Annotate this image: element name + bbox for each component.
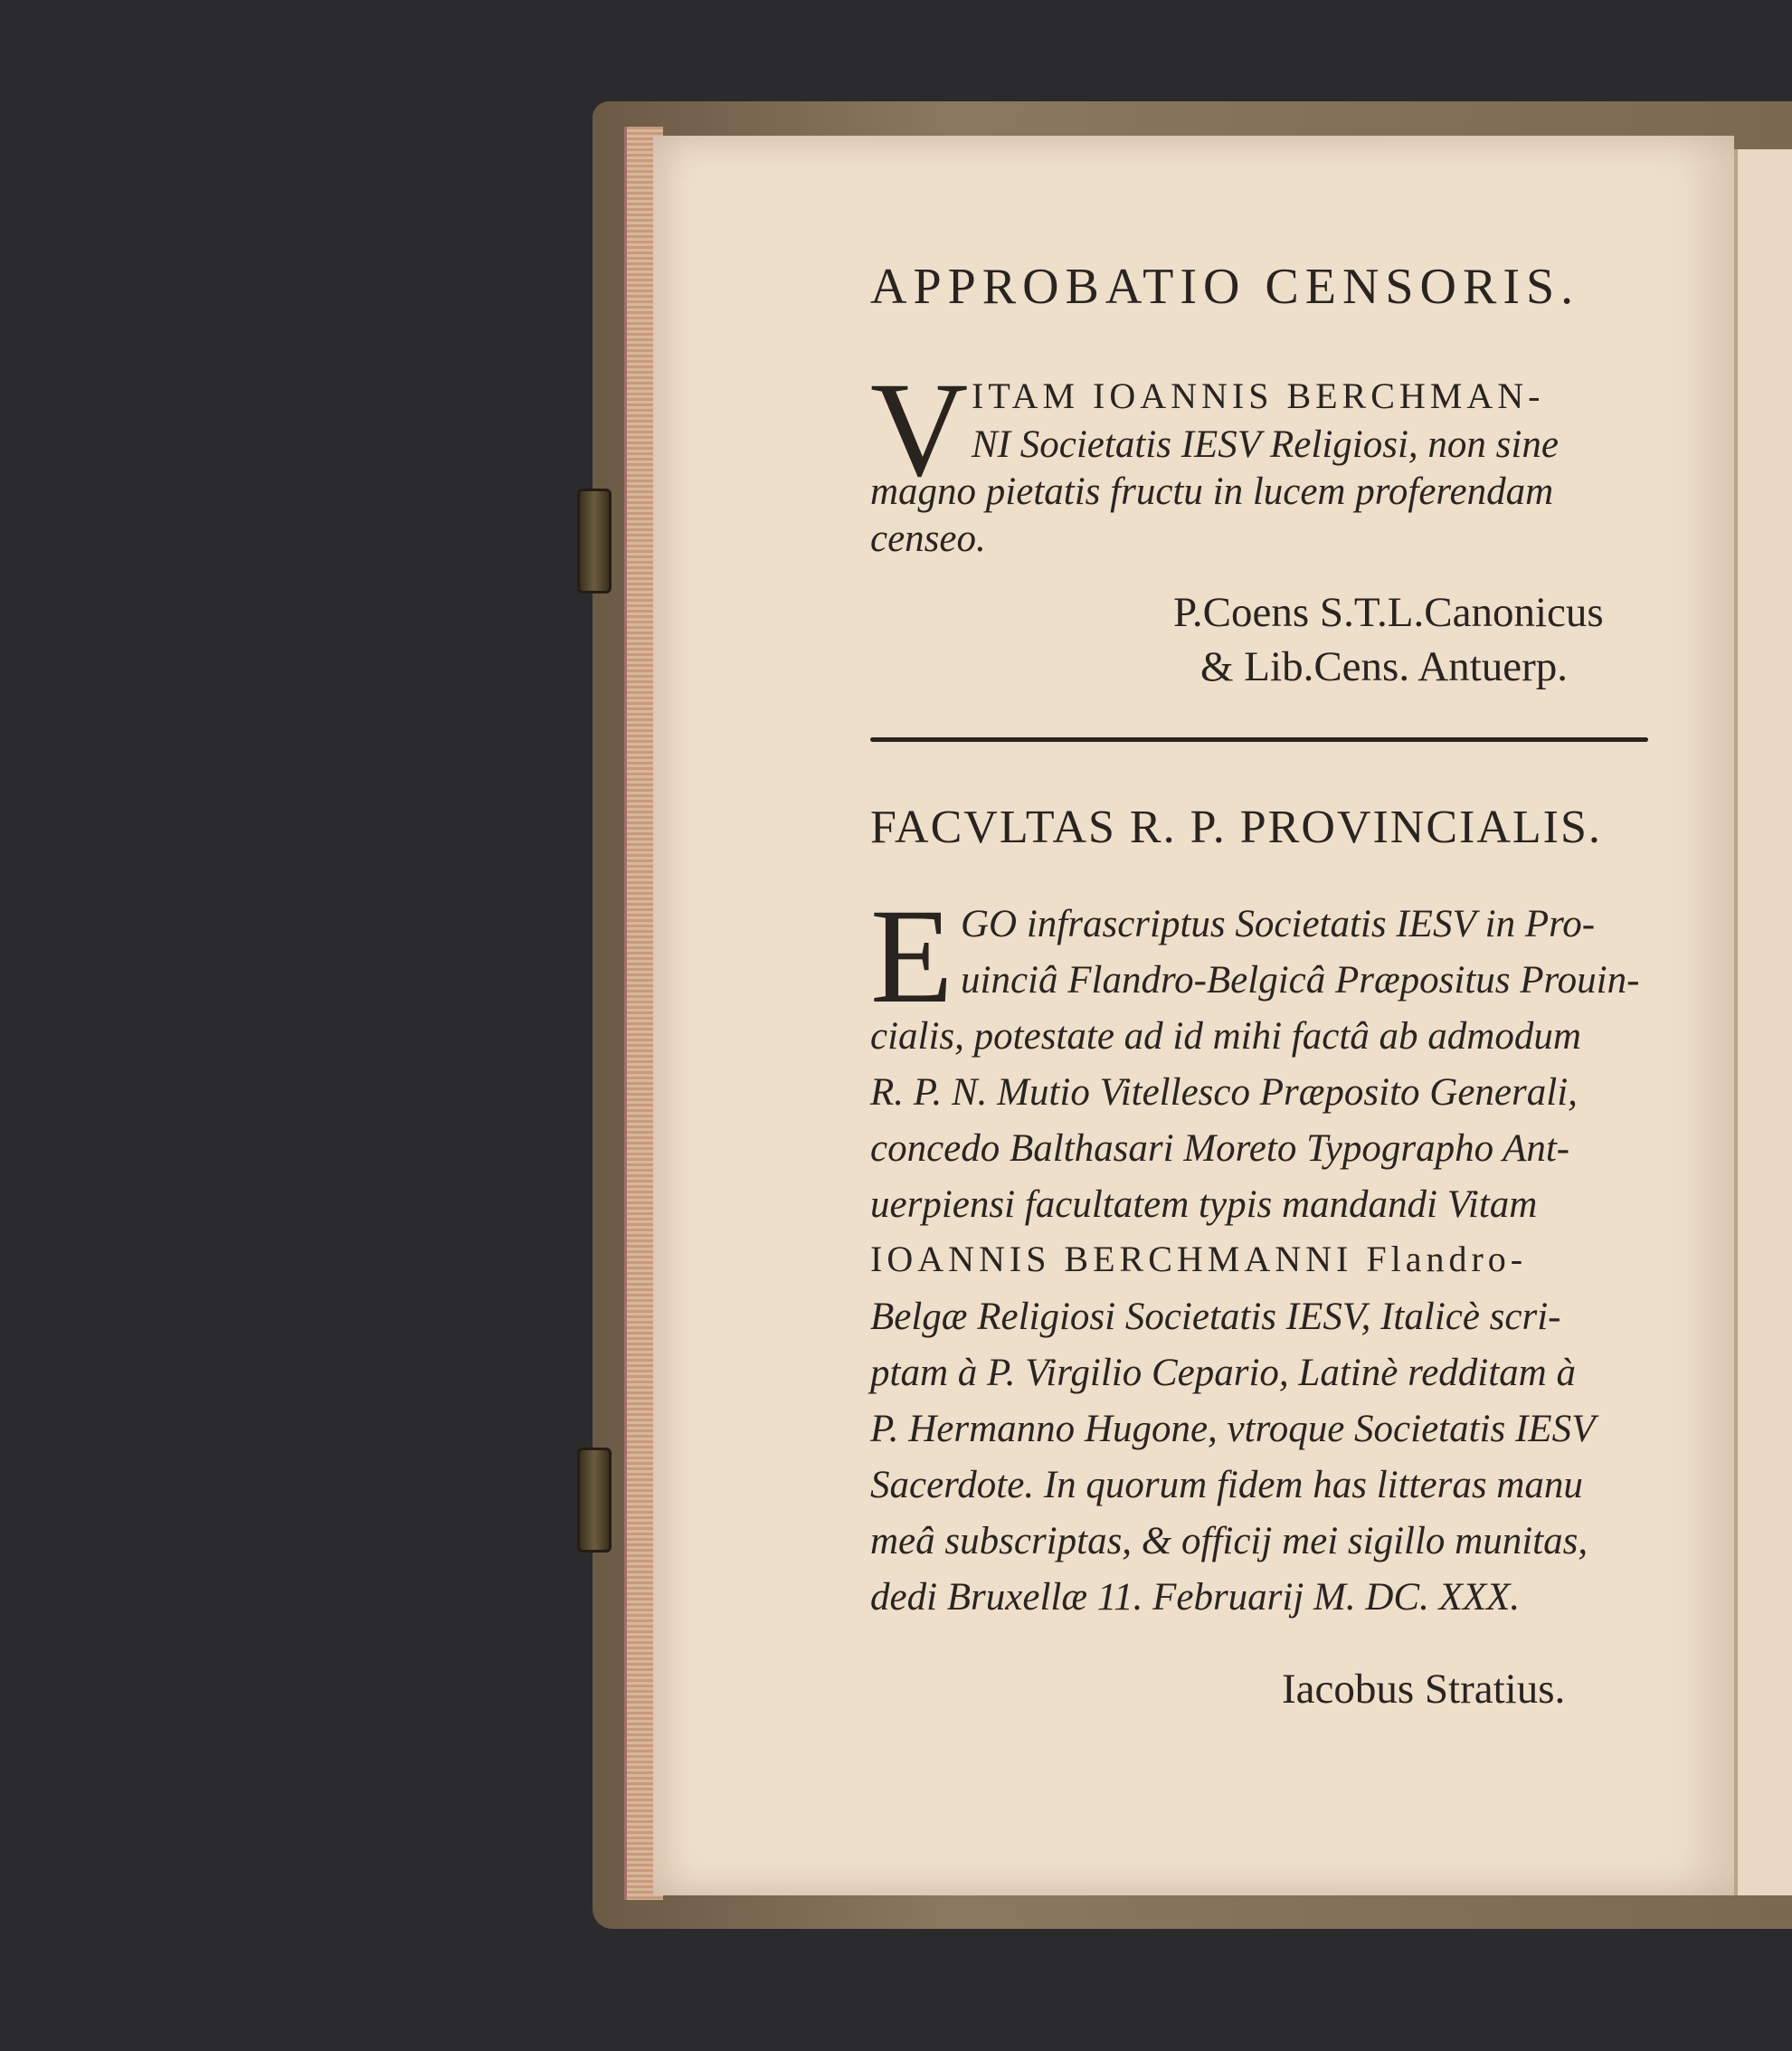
facultas-line-6: uerpiensi facultatem typis mandandi Vitam bbox=[870, 1183, 1538, 1226]
facultas-line-12: meâ subscriptas, & officij mei sigillo munitas, bbox=[870, 1520, 1588, 1562]
facing-page bbox=[1734, 149, 1792, 1895]
approbatio-line-1: ITAM IOANNIS BERCHMAN- bbox=[972, 375, 1545, 416]
facultas-dropcap: E bbox=[870, 881, 953, 1031]
book-page bbox=[653, 136, 1734, 1895]
book-clasp-bottom bbox=[577, 1448, 612, 1552]
facultas-line-5: concedo Balthasari Moreto Typographo Ant- bbox=[870, 1127, 1570, 1170]
approbatio-line-4: censeo. bbox=[870, 517, 986, 560]
facultas-line-2: uinciâ Flandro-Belgicâ Præpositus Prouin- bbox=[961, 959, 1640, 1002]
approbatio-signature-1: P.Coens S.T.L.Canonicus bbox=[1173, 589, 1604, 636]
approbatio-line-2: NI Societatis IESV Religiosi, non sine bbox=[972, 423, 1559, 466]
facultas-signature: Iacobus Stratius. bbox=[1282, 1666, 1566, 1713]
facultas-line-4: R. P. N. Mutio Vitellesco Præposito Generali, bbox=[870, 1071, 1578, 1114]
facultas-line-9: ptam à P. Virgilio Cepario, Latinè redditam à bbox=[870, 1352, 1576, 1394]
facultas-line-11: Sacerdote. In quorum fidem has litteras manu bbox=[870, 1464, 1583, 1506]
approbatio-line-3: magno pietatis fructu in lucem proferendam bbox=[870, 470, 1554, 513]
facultas-line-8: Belgæ Religiosi Societatis IESV, Italicè scri- bbox=[870, 1296, 1561, 1338]
approbatio-heading: APPROBATIO CENSORIS. bbox=[870, 259, 1580, 315]
section-divider bbox=[870, 737, 1648, 742]
facultas-line-7: IOANNIS BERCHMANNI Flandro- bbox=[870, 1239, 1528, 1279]
facultas-line-1: GO infrascriptus Societatis IESV in Pro- bbox=[961, 903, 1596, 945]
facultas-heading: FACVLTAS R. P. PROVINCIALIS. bbox=[870, 802, 1602, 853]
facultas-line-13: dedi Bruxellæ 11. Februarij M. DC. XXX. bbox=[870, 1576, 1521, 1619]
facultas-line-10: P. Hermanno Hugone, vtroque Societatis IESV bbox=[870, 1408, 1596, 1450]
approbatio-dropcap: V bbox=[870, 355, 969, 505]
facultas-line-3: cialis, potestate ad id mihi factâ ab admodum bbox=[870, 1015, 1581, 1058]
approbatio-signature-2: & Lib.Cens. Antuerp. bbox=[1200, 643, 1568, 690]
book-clasp-top bbox=[577, 489, 612, 593]
